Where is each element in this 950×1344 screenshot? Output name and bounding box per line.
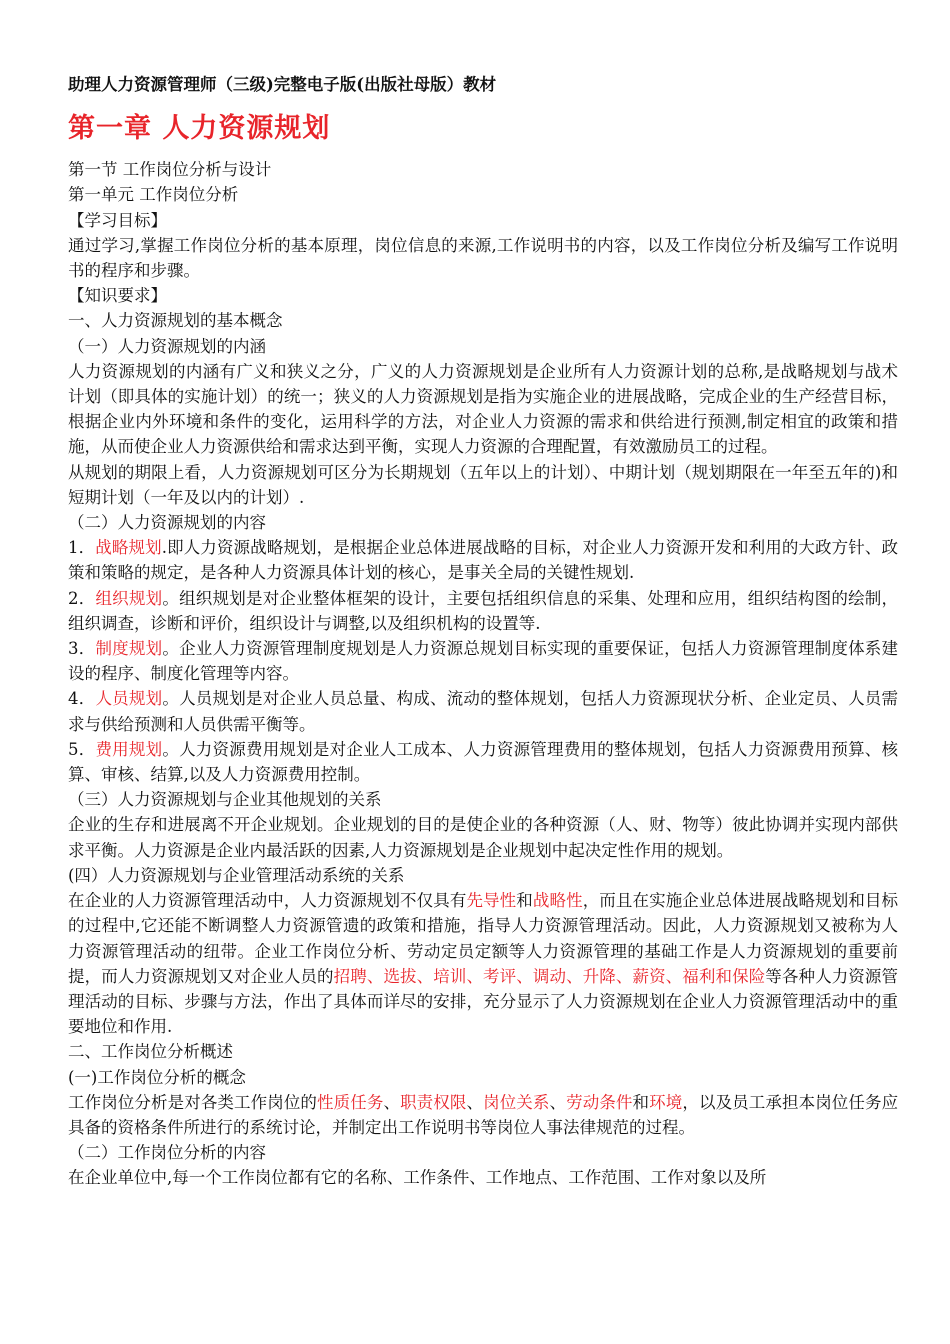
list-item — [68, 586, 898, 636]
list-item-keyword: 组织规划 — [95, 588, 163, 608]
chapter-heading: 第一章 人力资源规划 — [68, 113, 331, 145]
paragraph-6: 在企业单位中,每一个工作岗位都有它的名称、工作条件、工作地点、工作范围、工作对象以及所 — [68, 1168, 767, 1188]
list-item-keyword: 费用规划 — [95, 739, 163, 759]
list-item-keyword: 人员规划 — [95, 689, 163, 709]
list-item — [68, 737, 898, 787]
highlight-text: 招聘、选拔、培训、考评、调动、升降、薪资、福利和保险 — [333, 966, 766, 986]
paragraph-4 — [68, 888, 898, 1039]
text-run: 等各种人力资源管理活动的目标、步骤与方法，作出了具体而详尽的安排，充分显示了人力资源规划在企业人力资源管理活动中的重要地位和作用. — [68, 966, 899, 1037]
heading-1-2: （二）人力资源规划的内容 — [68, 513, 266, 533]
document-page — [68, 72, 898, 1191]
unit-heading: 第一单元 工作岗位分析 — [68, 185, 239, 205]
heading-2-1: (一)工作岗位分析的概念 — [68, 1067, 246, 1087]
heading-1-1: （一）人力资源规划的内涵 — [68, 336, 266, 356]
highlight-text: 职责权限 — [400, 1092, 467, 1112]
section-heading: 第一节 工作岗位分析与设计 — [68, 160, 272, 180]
highlight-text: 性质任务 — [317, 1092, 384, 1112]
text-run: 和 — [632, 1092, 650, 1112]
text-run: 、 — [383, 1092, 401, 1112]
paragraph-3: 企业的生存和进展离不开企业规划。企业规划的目的是使企业的各种资源（人、财、物等）彼此协调并实现内部供求平衡。人力资源是企业内最活跃的因素,人力资源规划是企业规划中起决定性作用的规划。 — [68, 815, 898, 860]
text-run: ，以及员工承担本岗位任务应具备的资格条件所进行的系统讨论，并制定出工作说明书等岗位人事法律规范的过程。 — [68, 1092, 899, 1137]
text-run: 、 — [549, 1092, 567, 1112]
heading-2-2: （二）工作岗位分析的内容 — [68, 1143, 266, 1163]
text-run: 工作岗位分析是对各类工作岗位的 — [68, 1092, 318, 1112]
list-item-number: 3． — [68, 639, 96, 659]
list-item-number: 1． — [68, 538, 96, 558]
list-item-text: .即人力资源战略规划，是根据企业总体进展战略的目标，对企业人力资源开发和利用的大政方针、政策和策略的规定，是各种人力资源具体计划的核心，是事关全局的关键性规划. — [68, 538, 899, 583]
list-item-number: 4． — [68, 689, 96, 709]
document-title: 助理人力资源管理师（三级)完整电子版(出版社母版）教材 — [68, 75, 497, 94]
list-item-text: 。组织规划是对企业整体框架的设计，主要包括组织信息的采集、处理和应用，组织结构图的绘制，组织调查，诊断和评价，组织设计与调整,以及组织机构的设置等. — [68, 588, 899, 633]
list-item — [68, 535, 898, 585]
list-item — [68, 686, 898, 736]
heading-1-4: (四）人力资源规划与企业管理活动系统的关系 — [68, 865, 405, 885]
highlight-text: 先导性 — [466, 891, 517, 911]
list-item-text: 。人员规划是对企业人员总量、构成、流动的整体规划，包括人力资源现状分析、企业定员、人员需求与供给预测和人员供需平衡等。 — [68, 689, 899, 734]
highlight-text: 战略性 — [532, 891, 583, 911]
highlight-text: 劳动条件 — [566, 1092, 633, 1112]
list-item-text: 。人力资源费用规划是对企业人工成本、人力资源管理费用的整体规划，包括人力资源费用预算、核算、审核、结算,以及人力资源费用控制。 — [68, 739, 899, 785]
learning-goal-text: 通过学习,掌握工作岗位分析的基本原理，岗位信息的来源,工作说明书的内容，以及工作岗位分析及编写工作说明书的程序和步骤。 — [68, 235, 898, 281]
learning-goal-heading: 【学习目标】 — [68, 210, 167, 230]
heading-2: 二、工作岗位分析概述 — [68, 1042, 233, 1062]
list-item-number: 2． — [68, 588, 96, 608]
highlight-text: 环境 — [649, 1092, 683, 1112]
list-item-keyword: 战略规划 — [95, 538, 162, 558]
text-run: 和 — [516, 891, 533, 911]
knowledge-heading: 【知识要求】 — [68, 286, 167, 306]
paragraph-2: 从规划的期限上看，人力资源规划可区分为长期规划（五年以上的计划）、中期计划（规划期限在一年至五年的)和短期计划（一年及以内的计划）. — [68, 462, 898, 507]
list-item — [68, 636, 898, 686]
paragraph-1: 人力资源规划的内涵有广义和狭义之分，广义的人力资源规划是企业所有人力资源计划的总称,是战略规划与战术计划（即具体的实施计划）的统一；狭义的人力资源规划是指为实施企业的进展战略，完成企业的生产经营目标，根据企业内外环境和条件的变化，运用科学的方法，对企业人力资源的需求和供给进行预测,制定相宜的政策和措施，从而使企业人力资源供给和需求达到平衡，实现人力资源的合理配置，有效激励员工的过程。 — [68, 361, 898, 457]
list-item-keyword: 制度规划 — [95, 639, 163, 659]
heading-1-3: （三）人力资源规划与企业其他规划的关系 — [68, 790, 382, 810]
highlight-text: 岗位关系 — [483, 1092, 550, 1112]
text-run: 、 — [466, 1092, 484, 1112]
list-item-number: 5． — [68, 739, 96, 759]
paragraph-5 — [68, 1090, 898, 1140]
text-run: 在企业的人力资源管理活动中，人力资源规划不仅具有 — [68, 891, 467, 911]
heading-1: 一、人力资源规划的基本概念 — [68, 311, 283, 331]
text-run: ，而且在实施企业总体进展战略规划和目标的过程中,它还能不断调整人力资源管遗的政策和措施，指导人力资源管理活动。因此，人力资源规划又被称为人力资源管理活动的纽带。企业工作岗位分析、劳动定员定额等人力资源管理的基础工作是人力资源规划的重要前提，而人力资源规划又对企业人员的 — [68, 891, 899, 986]
list-item-text: 。企业人力资源管理制度规划是人力资源总规划目标实现的重要保证，包括人力资源管理制度体系建设的程序、制度化管理等内容。 — [68, 639, 899, 684]
